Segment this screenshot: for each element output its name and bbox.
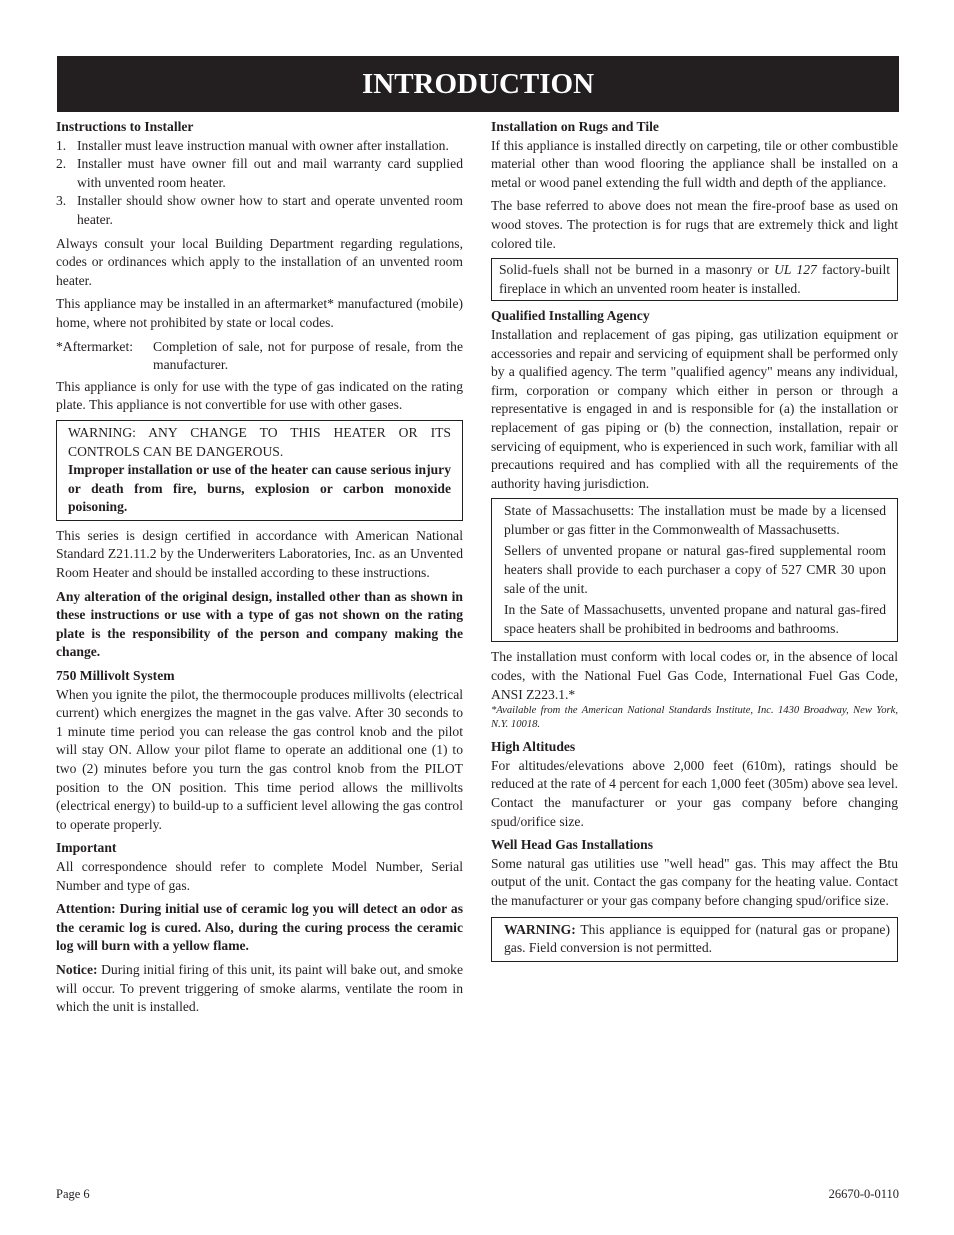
solid-fuels-box bbox=[491, 258, 898, 301]
list-text: Installer must leave instruction manual with owner after installation. bbox=[77, 137, 449, 153]
list-item bbox=[56, 155, 463, 192]
important-heading: Important bbox=[56, 840, 117, 856]
notice-label: Notice: bbox=[56, 961, 98, 977]
altitudes-heading: High Altitudes bbox=[491, 739, 576, 755]
page-title: INTRODUCTION bbox=[57, 56, 899, 112]
warning-plain: WARNING: ANY CHANGE TO THIS HEATER OR ITS CONTROLS CAN BE DANGEROUS. bbox=[68, 424, 451, 459]
notice-paragraph bbox=[56, 961, 463, 1017]
rugs-heading: Installation on Rugs and Tile bbox=[491, 119, 659, 134]
page-number: Page 6 bbox=[56, 1187, 90, 1201]
installer-list bbox=[56, 137, 463, 230]
warning-bold: Improper installation or use of the heater can cause serious injury or death from fire, burns, explosion or carbon monoxide poisoning. bbox=[68, 462, 451, 515]
certified-paragraph: This series is design certified in accordance with American National Standard Z21.11.2 by the Underweriters Laboratories, Inc. as an Unvented Room Heater and should be installed according to these instructions. bbox=[56, 527, 463, 581]
warning2-label: WARNING: bbox=[504, 921, 576, 937]
massachusetts-box bbox=[491, 498, 898, 642]
solid-fuels-text bbox=[499, 261, 890, 298]
alteration-paragraph: Any alteration of the original design, installed other than as shown in these instructions or use with a type of gas not shown on the rating plate is the responsibility of the person and company making the change. bbox=[56, 588, 463, 660]
right-column bbox=[491, 118, 898, 968]
solid-fuels-italic: UL 127 bbox=[774, 262, 817, 278]
list-number: 3. bbox=[56, 193, 67, 209]
list-number: 2. bbox=[56, 156, 67, 172]
field-conversion-warning-text bbox=[504, 921, 890, 958]
aftermarket-term: *Aftermarket: bbox=[56, 338, 133, 354]
wellhead-heading: Well Head Gas Installations bbox=[491, 837, 654, 853]
qualified-paragraph: Installation and replacement of gas piping, gas utilization equipment or accessories and repair and servicing of equipment shall be performed only by a qualified agency. The term "qualified agency" means any individual, firm, corporation or company which either in person or through a representative is engaged in and is responsible for (a) the installation or replacement of gas piping or (b) the connection, installation, repair or servicing of equipment, who is experienced in such work, familiar with all precautions required and has complied with all the requirements of the authority having jurisdiction. bbox=[491, 326, 898, 491]
base-paragraph: The base referred to above does not mean the fire-proof base as used on wood stoves. The protection is for rugs that are extremely thick and light colored tile. bbox=[491, 198, 898, 251]
massachusetts-para-3: In the Sate of Massachusetts, unvented propane and natural gas-fired space heaters shall be prohibited in bedrooms and bathrooms. bbox=[504, 602, 886, 636]
warning2-text: This appliance is equipped for (natural gas or propane) gas. Field conversion is not permitted. bbox=[504, 921, 890, 956]
gas-type-paragraph: This appliance is only for use with the type of gas indicated on the rating plate. This appliance is not convertible for use with other gases. bbox=[56, 378, 463, 413]
list-text: Installer should show owner how to start and operate unvented room heater. bbox=[77, 193, 463, 227]
document-number: 26670-0-0110 bbox=[828, 1187, 899, 1201]
list-item bbox=[56, 137, 463, 156]
massachusetts-para-1: State of Massachusetts: The installation must be made by a licensed plumber or gas fitter in the Commonwealth of Massachusetts. bbox=[504, 503, 886, 537]
aftermarket-def: Completion of sale, not for purpose of resale, from the manufacturer. bbox=[153, 338, 463, 373]
conform-paragraph: The installation must conform with local codes or, in the absence of local codes, with the National Fuel Gas Code, International Fuel Gas Code, ANSI Z223.1.* bbox=[491, 649, 898, 702]
aftermarket-paragraph: This appliance may be installed in an aftermarket* manufactured (mobile) home, where not prohibited by state or local codes. bbox=[56, 296, 463, 330]
aftermarket-definition bbox=[56, 338, 463, 375]
wellhead-paragraph: Some natural gas utilities use "well head" gas. This may affect the Btu output of the unit. Contact the gas company for the heating value. Contact the manufacturer or your gas company before changing spud/orifice size. bbox=[491, 855, 898, 908]
warning-box bbox=[56, 420, 463, 521]
left-column bbox=[56, 118, 463, 1022]
massachusetts-para-2: Sellers of unvented propane or natural gas-fired supplemental room heaters shall provide to each purchaser a copy of 527 CMR 30 upon sale of the unit. bbox=[504, 543, 886, 596]
footnote: *Available from the American National Standards Institute, Inc. 1430 Broadway, New York, N.Y. 10018. bbox=[491, 705, 898, 731]
list-text: Installer must have owner fill out and mail warranty card supplied with unvented room heater. bbox=[77, 156, 463, 190]
millivolt-paragraph: When you ignite the pilot, the thermocouple produces millivolts (electrical current) which energizes the magnet in the gas valve. After 30 seconds to 1 minute time period you can release the gas control knob and the pilot will stay ON. Allow your pilot flame to operate an additional one (1) to two (2) minutes before you turn the gas control knob from the PILOT position to the ON position. This time period allows the millivolts (electrical energy) to build-up to a sufficient level allowing the gas control to operate properly. bbox=[56, 686, 463, 832]
qualified-heading: Qualified Installing Agency bbox=[491, 308, 650, 324]
field-conversion-warning-box bbox=[491, 917, 898, 962]
altitudes-paragraph: For altitudes/elevations above 2,000 feet (610m), ratings should be reduced at the rate of 4 percent for each 1,000 feet (305m) above sea level. Contact the manufacturer or your gas company before changing spud/orifice size. bbox=[491, 757, 898, 829]
list-item bbox=[56, 192, 463, 229]
millivolt-heading: 750 Millivolt System bbox=[56, 668, 175, 684]
important-paragraph: All correspondence should refer to complete Model Number, Serial Number and type of gas. bbox=[56, 858, 463, 893]
attention-paragraph: Attention: During initial use of ceramic log you will detect an odor as the ceramic log is cured. Also, during the curing process the ceramic log will burn with a yellow flame. bbox=[56, 901, 463, 954]
installer-heading: Instructions to Installer bbox=[56, 119, 194, 134]
solid-fuels-post: factory-built fireplace in which an unvented room heater is installed. bbox=[499, 262, 890, 296]
rugs-paragraph: If this appliance is installed directly on carpeting, tile or other combustible material other than wood flooring the appliance shall be installed on a metal or wood panel extending the full width and depth of the appliance. bbox=[491, 137, 898, 190]
solid-fuels-pre: Solid-fuels shall not be burned in a masonry or bbox=[499, 262, 775, 278]
notice-text: During initial firing of this unit, its paint will bake out, and smoke will occur. To prevent triggering of smoke alarms, ventilate the room in which the unit is installed. bbox=[56, 961, 463, 1015]
consult-paragraph: Always consult your local Building Department regarding regulations, codes or ordinances which apply to the installation of an unvented room heater. bbox=[56, 235, 463, 288]
list-number: 1. bbox=[56, 137, 67, 153]
